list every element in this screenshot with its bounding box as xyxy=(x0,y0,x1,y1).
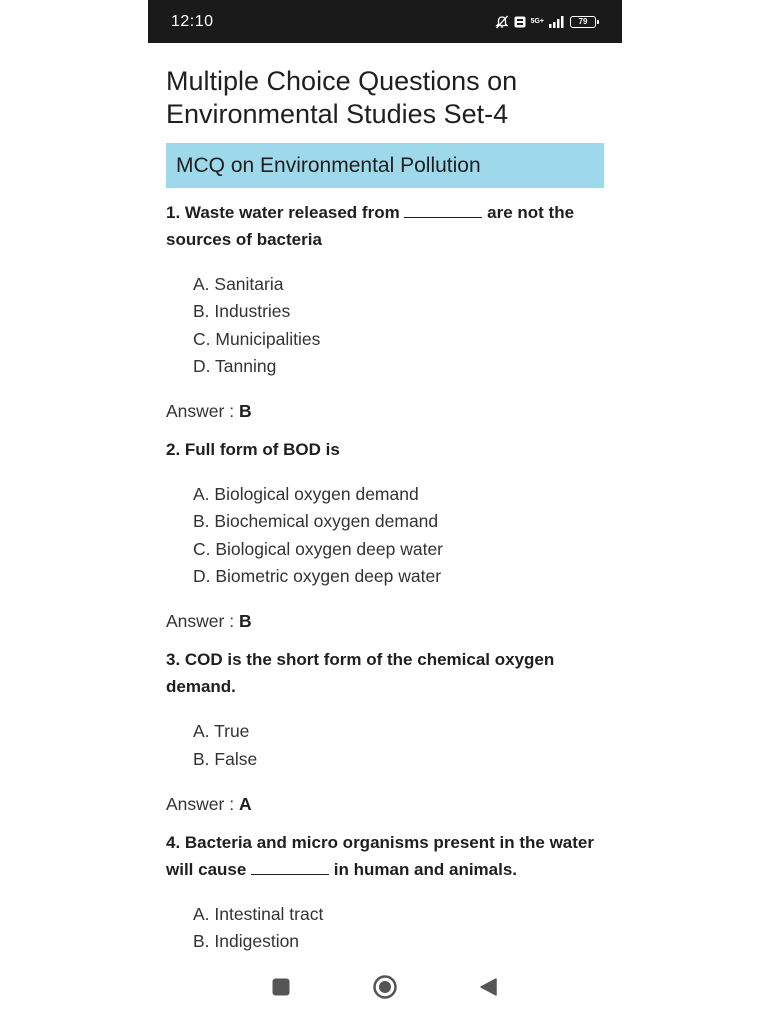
option-item: A. Biological oxygen demand xyxy=(193,484,419,505)
volte-icon xyxy=(514,16,526,28)
battery-icon: 79 xyxy=(570,16,596,28)
answer-line: Answer : B xyxy=(166,611,252,632)
option-item: D. Biometric oxygen deep water xyxy=(193,566,442,587)
question-3: 3. COD is the short form of the chemical oxygen demand. xyxy=(166,650,555,697)
circle-nav-icon xyxy=(372,974,398,1000)
answer-value: B xyxy=(238,611,252,632)
option-item: B. False xyxy=(193,748,258,769)
back-button[interactable] xyxy=(437,977,541,997)
question-1: 1. Waste water released from are not the sources of bacteria xyxy=(166,203,575,249)
answer-line: Answer : B xyxy=(166,401,252,422)
home-button[interactable] xyxy=(333,974,437,1000)
article-content[interactable] xyxy=(166,43,604,960)
phone-screen xyxy=(148,0,622,1024)
navigation-bar xyxy=(148,960,622,1024)
signal-icon xyxy=(549,16,565,28)
fill-blank xyxy=(251,860,329,875)
question-2: 2. Full form of BOD is xyxy=(166,440,340,460)
square-nav-icon xyxy=(271,977,291,997)
page-title: Multiple Choice Questions on Environmental Studies Set-4 xyxy=(166,66,518,129)
option-item: B. Industries xyxy=(193,301,291,322)
options-list xyxy=(166,901,604,956)
option-item: C. Municipalities xyxy=(193,328,321,349)
options-list xyxy=(166,271,604,380)
triangle-back-icon xyxy=(479,977,499,997)
network-type: 5G+ xyxy=(530,18,544,25)
answer-value: A xyxy=(238,793,252,814)
answer-line: Answer : A xyxy=(166,793,252,814)
answer-value: B xyxy=(238,401,252,422)
status-icons xyxy=(495,15,596,29)
options-list xyxy=(166,718,604,773)
option-item: A. Intestinal tract xyxy=(193,903,324,924)
option-item: B. Indigestion xyxy=(193,931,300,952)
fill-blank xyxy=(404,203,482,218)
options-list xyxy=(166,481,604,590)
status-time: 12:10 xyxy=(171,12,214,30)
status-bar xyxy=(148,0,622,43)
option-item: D. Tanning xyxy=(193,355,277,376)
section-banner: MCQ on Environmental Pollution xyxy=(166,143,604,188)
option-item: C. Biological oxygen deep water xyxy=(193,538,444,559)
question-4: 4. Bacteria and micro organisms present in the water will cause in human and animals. xyxy=(166,832,594,879)
option-item: A. Sanitaria xyxy=(193,274,284,294)
option-item: B. Biochemical oxygen demand xyxy=(193,511,439,532)
recents-button[interactable] xyxy=(229,977,333,997)
option-item: A. True xyxy=(193,721,250,742)
bell-off-icon xyxy=(495,15,509,29)
